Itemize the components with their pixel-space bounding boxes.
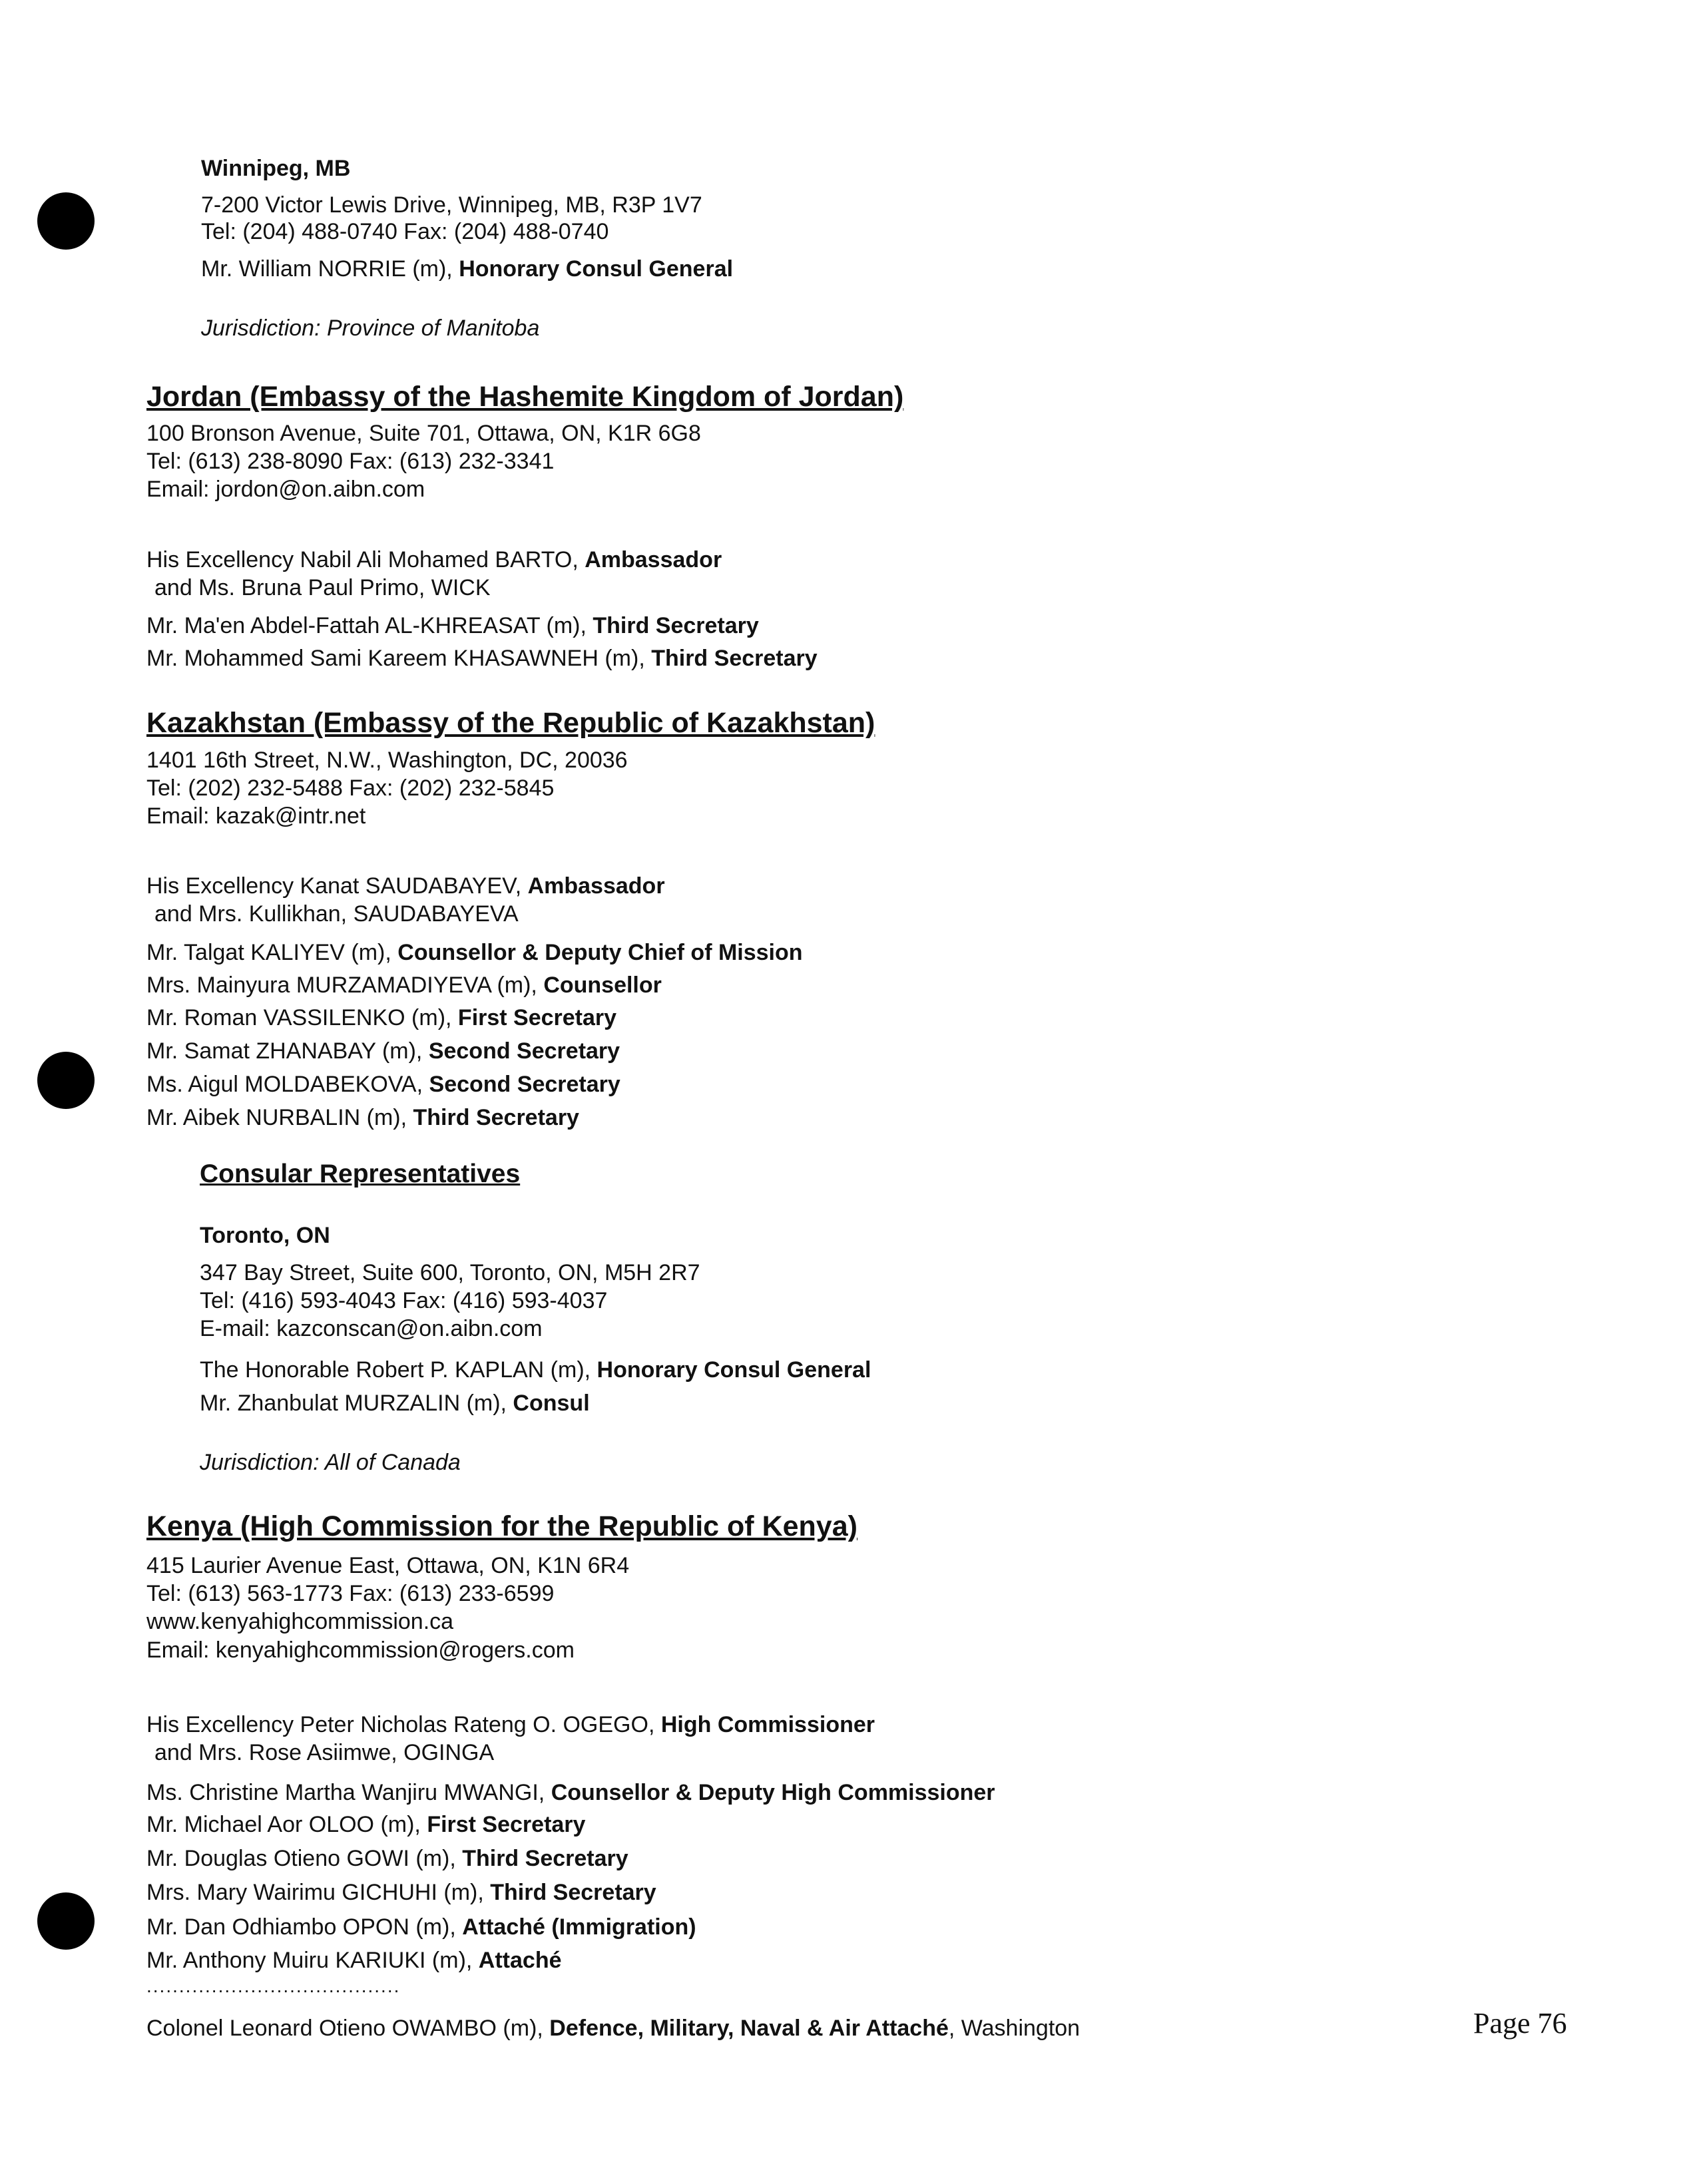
winnipeg-jurisdiction: Jurisdiction: Province of Manitoba	[201, 316, 540, 341]
kazakhstan-staff-5	[146, 1070, 620, 1098]
kazakhstan-staff-1	[146, 939, 803, 967]
toronto-person-2	[200, 1389, 590, 1417]
kenya-defence-attache	[146, 2014, 1080, 2042]
consular-heading: Consular Representatives	[200, 1160, 521, 1188]
person-name: Mr. Samat ZHANABAY (m),	[146, 1038, 429, 1064]
kenya-staff-4	[146, 1878, 656, 1906]
jordan-staff-2	[146, 644, 818, 672]
jordan-tel: Tel: (613) 238-8090 Fax: (613) 232-3341	[146, 449, 555, 474]
toronto-jurisdiction: Jurisdiction: All of Canada	[200, 1450, 461, 1475]
person-title: Third Secretary	[462, 1846, 628, 1871]
winnipeg-address: 7-200 Victor Lewis Drive, Winnipeg, MB, R3P 1V7	[201, 192, 702, 218]
winnipeg-heading: Winnipeg, MB	[201, 156, 351, 181]
toronto-person-1	[200, 1356, 871, 1384]
kenya-tel: Tel: (613) 563-1773 Fax: (613) 233-6599	[146, 1581, 555, 1606]
kenya-staff-6	[146, 1946, 562, 1974]
person-name: Mr. Talgat KALIYEV (m),	[146, 940, 398, 965]
jordan-spouse: and Ms. Bruna Paul Primo, WICK	[154, 575, 491, 600]
kenya-email: Email: kenyahighcommission@rogers.com	[146, 1638, 575, 1663]
person-name: Mr. Ma'en Abdel-Fattah AL-KHREASAT (m),	[146, 613, 593, 638]
person-name: The Honorable Robert P. KAPLAN (m),	[200, 1357, 597, 1383]
person-name: Mr. William NORRIE (m),	[201, 256, 459, 282]
jordan-staff-1	[146, 612, 759, 640]
kenya-heading: Kenya (High Commission for the Republic of Kenya)	[146, 1510, 857, 1542]
kazakhstan-staff-4	[146, 1037, 620, 1065]
kenya-staff-1	[146, 1779, 995, 1807]
person-name: Mr. Michael Aor OLOO (m),	[146, 1812, 427, 1837]
page-number: Page 76	[1473, 2007, 1567, 2040]
person-title: High Commissioner	[660, 1712, 875, 1737]
kazakhstan-spouse: and Mrs. Kullikhan, SAUDABAYEVA	[154, 901, 519, 927]
toronto-heading: Toronto, ON	[200, 1223, 330, 1248]
person-title: Second Secretary	[428, 1038, 620, 1064]
person-title: Ambassador	[527, 873, 665, 899]
person-name: Mr. Zhanbulat MURZALIN (m),	[200, 1391, 513, 1416]
person-title: Third Secretary	[413, 1105, 579, 1130]
kenya-staff-5	[146, 1913, 696, 1941]
winnipeg-tel: Tel: (204) 488-0740 Fax: (204) 488-0740	[201, 219, 609, 244]
toronto-email: E-mail: kazconscan@on.aibn.com	[200, 1316, 543, 1341]
person-name: Mr. Dan Odhiambo OPON (m),	[146, 1914, 463, 1940]
binder-hole-bottom	[37, 1892, 95, 1950]
jordan-heading: Jordan (Embassy of the Hashemite Kingdom of Jordan)	[146, 381, 904, 413]
person-title: Attaché (Immigration)	[462, 1914, 696, 1940]
person-title: Attaché	[478, 1948, 562, 1973]
kenya-staff-2	[146, 1811, 585, 1839]
person-name: His Excellency Kanat SAUDABAYEV,	[146, 873, 528, 899]
person-name: Mr. Mohammed Sami Kareem KHASAWNEH (m),	[146, 646, 652, 671]
kenya-head	[146, 1711, 875, 1739]
person-title: Defence, Military, Naval & Air Attaché	[549, 2016, 949, 2041]
kenya-spouse: and Mrs. Rose Asiimwe, OGINGA	[154, 1740, 495, 1765]
separator-dots: .......................................	[146, 1976, 401, 1996]
kazakhstan-head	[146, 872, 665, 900]
person-title: Honorary Consul General	[459, 256, 734, 282]
person-title: Counsellor & Deputy Chief of Mission	[397, 940, 803, 965]
kazakhstan-tel: Tel: (202) 232-5488 Fax: (202) 232-5845	[146, 775, 555, 801]
toronto-tel: Tel: (416) 593-4043 Fax: (416) 593-4037	[200, 1288, 608, 1313]
kenya-staff-3	[146, 1845, 628, 1872]
kenya-web: www.kenyahighcommission.ca	[146, 1609, 454, 1634]
kazakhstan-heading: Kazakhstan (Embassy of the Republic of Kazakhstan)	[146, 707, 875, 739]
person-title: Consul	[513, 1391, 590, 1416]
person-title: Counsellor	[543, 973, 662, 998]
person-name: Ms. Aigul MOLDABEKOVA,	[146, 1072, 429, 1097]
kenya-address: 415 Laurier Avenue East, Ottawa, ON, K1N 6R4	[146, 1553, 630, 1578]
person-name: Mrs. Mary Wairimu GICHUHI (m),	[146, 1880, 491, 1905]
person-title: Third Secretary	[651, 646, 818, 671]
person-name: Mrs. Mainyura MURZAMADIYEVA (m),	[146, 973, 544, 998]
kazakhstan-address: 1401 16th Street, N.W., Washington, DC, 20036	[146, 748, 628, 773]
person-name: Mr. Anthony Muiru KARIUKI (m),	[146, 1948, 479, 1973]
binder-hole-top	[37, 192, 95, 250]
person-title: Counsellor & Deputy High Commissioner	[551, 1780, 995, 1805]
person-name: His Excellency Nabil Ali Mohamed BARTO,	[146, 547, 585, 572]
person-name: Mr. Aibek NURBALIN (m),	[146, 1105, 413, 1130]
person-title: Third Secretary	[593, 613, 759, 638]
jordan-email: Email: jordon@on.aibn.com	[146, 477, 425, 502]
person-title: Honorary Consul General	[597, 1357, 871, 1383]
jordan-address: 100 Bronson Avenue, Suite 701, Ottawa, ON, K1R 6G8	[146, 421, 701, 446]
person-title: Third Secretary	[490, 1880, 656, 1905]
person-name: Mr. Douglas Otieno GOWI (m),	[146, 1846, 463, 1871]
person-name: Colonel Leonard Otieno OWAMBO (m),	[146, 2016, 550, 2041]
kazakhstan-staff-2	[146, 971, 662, 999]
winnipeg-person	[201, 255, 733, 283]
person-suffix: , Washington	[948, 2016, 1081, 2041]
person-title: Ambassador	[585, 547, 722, 572]
jordan-head	[146, 546, 722, 574]
person-title: First Secretary	[427, 1812, 586, 1837]
kazakhstan-email: Email: kazak@intr.net	[146, 803, 366, 829]
person-name: Mr. Roman VASSILENKO (m),	[146, 1005, 458, 1030]
person-title: Second Secretary	[429, 1072, 620, 1097]
kazakhstan-staff-3	[146, 1004, 616, 1032]
kazakhstan-staff-6	[146, 1104, 579, 1132]
toronto-address: 347 Bay Street, Suite 600, Toronto, ON, M5H 2R7	[200, 1260, 700, 1285]
person-name: His Excellency Peter Nicholas Rateng O. OGEGO,	[146, 1712, 661, 1737]
person-title: First Secretary	[457, 1005, 617, 1030]
person-name: Ms. Christine Martha Wanjiru MWANGI,	[146, 1780, 551, 1805]
binder-hole-middle	[37, 1052, 95, 1109]
